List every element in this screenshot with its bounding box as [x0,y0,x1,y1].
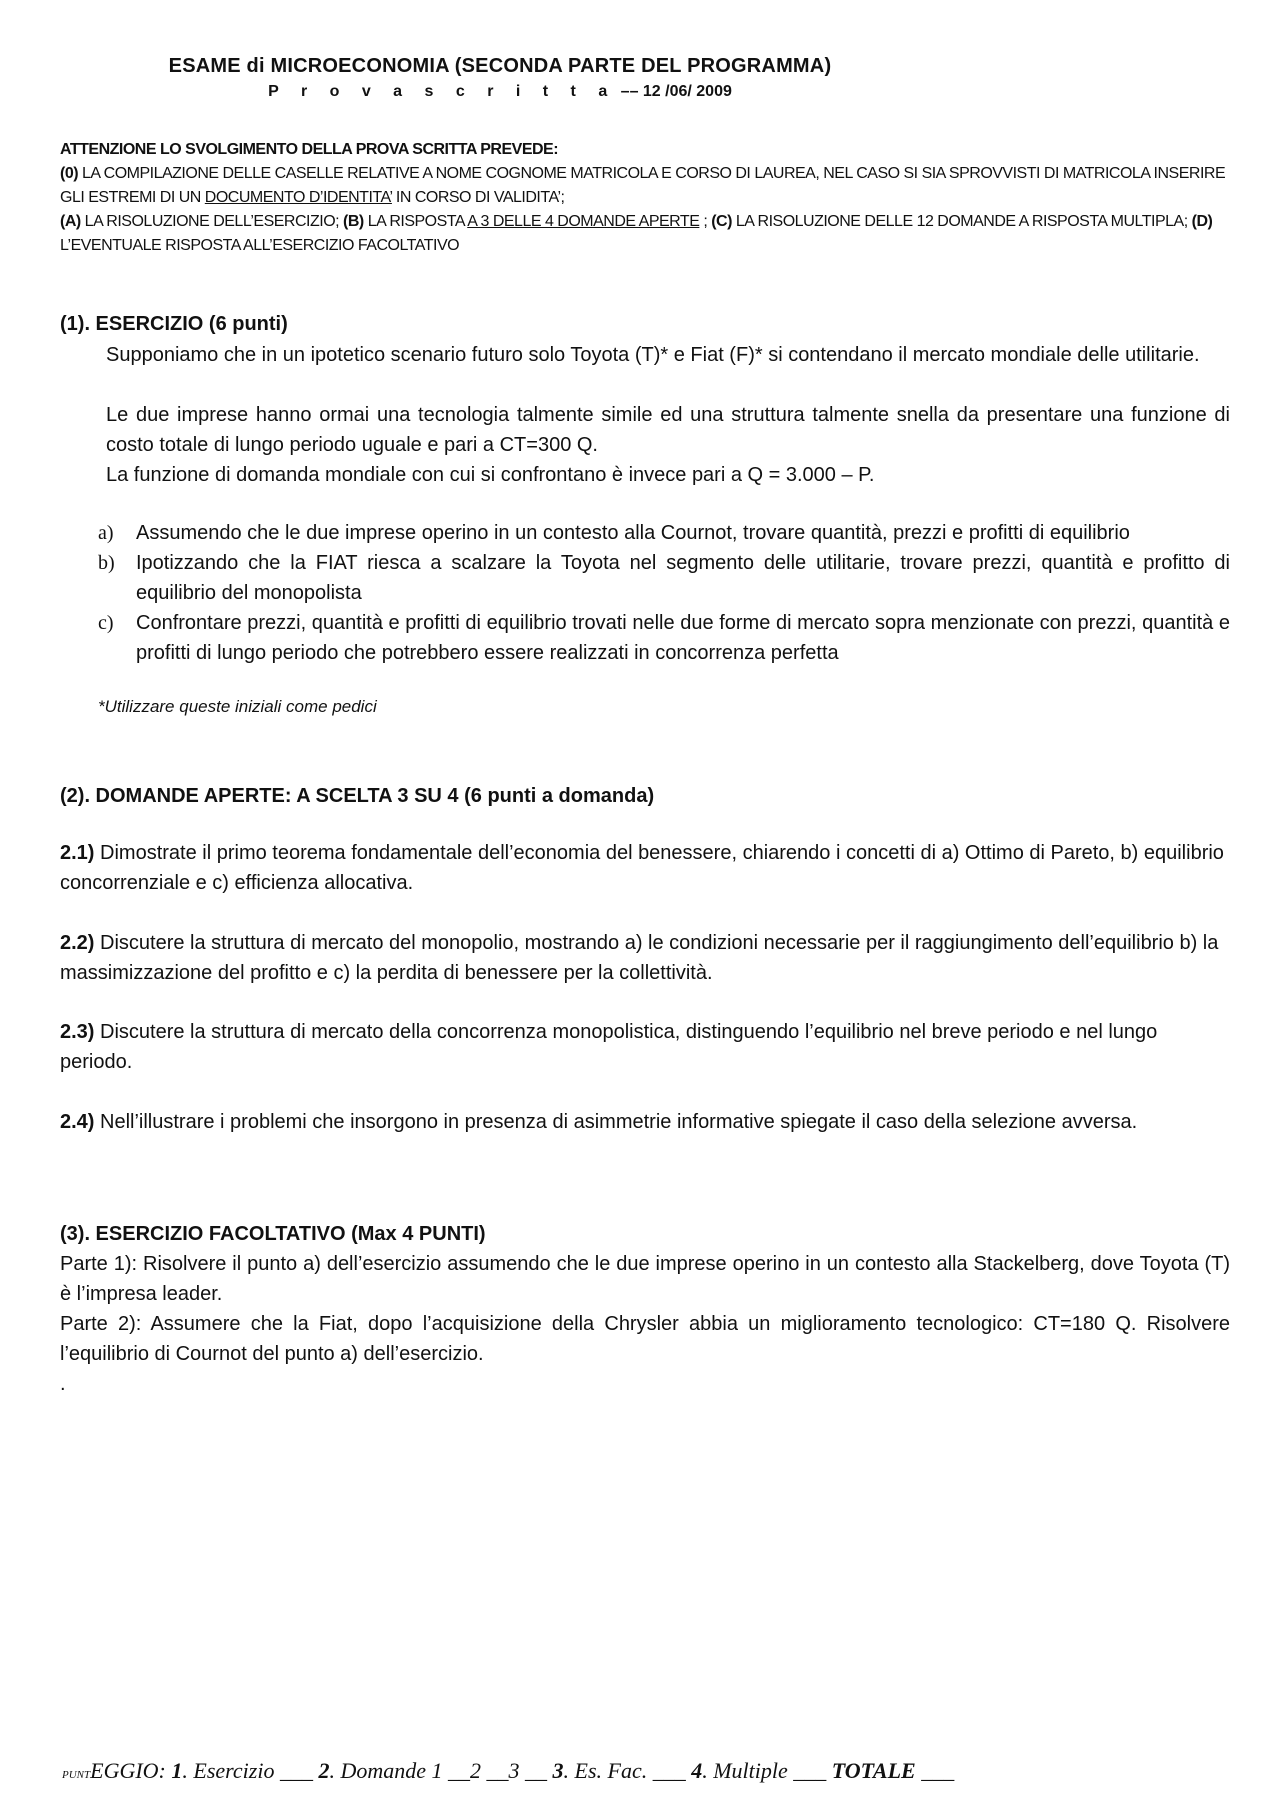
score-prefix: PUNT [62,1769,91,1781]
marker-c: (C) [711,213,732,230]
separator: ; [699,213,712,230]
id-document-underlined: DOCUMENTO D’IDENTITA’ [204,189,392,206]
score-line [62,1758,1222,1784]
list-item [98,608,1230,668]
marker-a: (A) [60,213,81,230]
instructions-heading: ATTENZIONE LO SVOLGIMENTO DELLA PROVA SCRITTA PREVEDE: [60,141,559,158]
exam-title: ESAME di MICROECONOMIA (SECONDA PARTE DEL PROGRAMMA) [168,55,832,77]
exam-subtitle [0,83,1000,101]
footnote: *Utilizzare queste iniziali come pedici [98,697,377,716]
question-number: 2.4) [60,1111,95,1133]
instruction-0-text: LA COMPILAZIONE DELLE CASELLE RELATIVE A NOME COGNOME MATRICOLA E CORSO DI LAUREA, NEL CASO SI SIA SPROVVISTI DI MATRICOLA INSERIRE GLI ESTREMI DI UN [60,165,1226,206]
exercise-items [98,518,1230,668]
score-optional: . Es. Fac. ___ [563,1758,692,1783]
instruction-a-text: LA RISOLUZIONE DELL’ESERCIZIO; [80,213,344,230]
exercise-heading: (1). ESERCIZIO (6 punti) [60,313,288,335]
optional-part-1: Parte 1): Risolvere il punto a) dell’esercizio assumendo che le due imprese operino in un contesto alla Stackelberg, dove Toyota (T) è l’impresa leader. [60,1253,1230,1305]
question-text: Dimostrate il primo teorema fondamentale dell’economia del benessere, chiarendo i concetti di a) Ottimo di Pareto, b) equilibrio concorrenziale e c) efficienza allocativa. [60,842,1224,894]
question-text: Discutere la struttura di mercato del monopolio, mostrando a) le condizioni necessarie per il raggiungimento dell’equilibrio b) la massimizzazione del profitto e c) la perdita di benessere per la collettività. [60,932,1219,984]
score-num-4: 4 [691,1758,703,1783]
instructions [60,138,1228,258]
trailing-dot: . [60,1373,66,1395]
item-text: Ipotizzando che la FIAT riesca a scalzare la Toyota nel segmento delle utilitarie, trovare prezzi, quantità e profitto di equilibrio del monopolista [136,552,1230,604]
list-item [98,548,1230,608]
item-marker: b) [98,552,115,574]
score-total-blank: ___ [915,1758,955,1783]
question-2-3 [60,1017,1230,1077]
instruction-d-text: L’EVENTUALE RISPOSTA ALL’ESERCIZIO FACOLTATIVO [60,237,460,254]
marker-0: (0) [60,165,79,182]
score-num-3: 3 [552,1758,564,1783]
score-total-label: TOTALE [831,1758,916,1783]
open-questions-underlined: A 3 DELLE 4 DOMANDE APERTE [467,213,700,230]
instruction-0-end: IN CORSO DI VALIDITA’; [391,189,565,206]
question-2-2 [60,928,1230,988]
score-questions: . Domande 1 __2 __3 __ [329,1758,553,1783]
question-text: Nell’illustrare i problemi che insorgono in presenza di asimmetrie informative spiegate il caso della selezione avversa. [94,1111,1138,1133]
optional-exercise-heading: (3). ESERCIZIO FACOLTATIVO (Max 4 PUNTI) [60,1223,486,1245]
exercise-paragraph-2: Le due imprese hanno ormai una tecnologia talmente simile ed una struttura talmente snella da presentare una funzione di costo totale di lungo periodo uguale e pari a CT=300 Q. [106,404,1230,456]
item-marker: a) [98,522,114,544]
item-marker: c) [98,612,114,634]
item-text: Assumendo che le due imprese operino in un contesto alla Cournot, trovare quantità, prezzi e profitti di equilibrio [136,522,1130,544]
marker-d: (D) [1191,213,1213,230]
question-number: 2.1) [60,842,95,864]
score-num-1: 1 [171,1758,183,1783]
instruction-c-text: LA RISOLUZIONE DELLE 12 DOMANDE A RISPOSTA MULTIPLA; [731,213,1192,230]
question-number: 2.2) [60,932,95,954]
score-num-2: 2 [318,1758,330,1783]
exercise-paragraph-3: La funzione di domanda mondiale con cui si confrontano è invece pari a Q = 3.000 – P. [106,464,875,486]
instructions-line-0 [60,162,1228,210]
item-text: Confrontare prezzi, quantità e profitti di equilibrio trovati nelle due forme di mercato sopra menzionate con prezzi, quantità e profitti di lungo periodo che potrebbero essere realizzati in concorrenza perfetta [136,612,1230,664]
question-2-4 [60,1107,1230,1137]
score-exercise: . Esercizio ___ [182,1758,319,1783]
marker-b: (B) [343,213,364,230]
score-multiple: . Multiple ___ [702,1758,832,1783]
exercise-paragraph-1: Supponiamo che in un ipotetico scenario futuro solo Toyota (T)* e Fiat (F)* si contendano il mercato mondiale delle utilitarie. [106,344,1200,366]
question-number: 2.3) [60,1021,95,1043]
open-questions-heading: (2). DOMANDE APERTE: A SCELTA 3 SU 4 (6 punti a domanda) [60,785,655,807]
list-item [98,518,1230,548]
instruction-b-text: LA RISPOSTA [363,213,468,230]
optional-part-2: Parte 2): Assumere che la Fiat, dopo l’acquisizione della Chrysler abbia un miglioramento tecnologico: CT=180 Q. Risolvere l’equilibrio di Cournot del punto a) dell’esercizio. [60,1313,1230,1365]
question-text: Discutere la struttura di mercato della concorrenza monopolistica, distinguendo l’equilibrio nel breve periodo e nel lungo periodo. [60,1021,1158,1073]
exam-date: –– 12 /06/ 2009 [616,83,732,100]
question-2-1 [60,838,1230,898]
instructions-line-a [60,210,1228,258]
exam-type: P r o v a s c r i t t a [268,83,617,100]
score-label: EGGIO: [90,1758,172,1783]
